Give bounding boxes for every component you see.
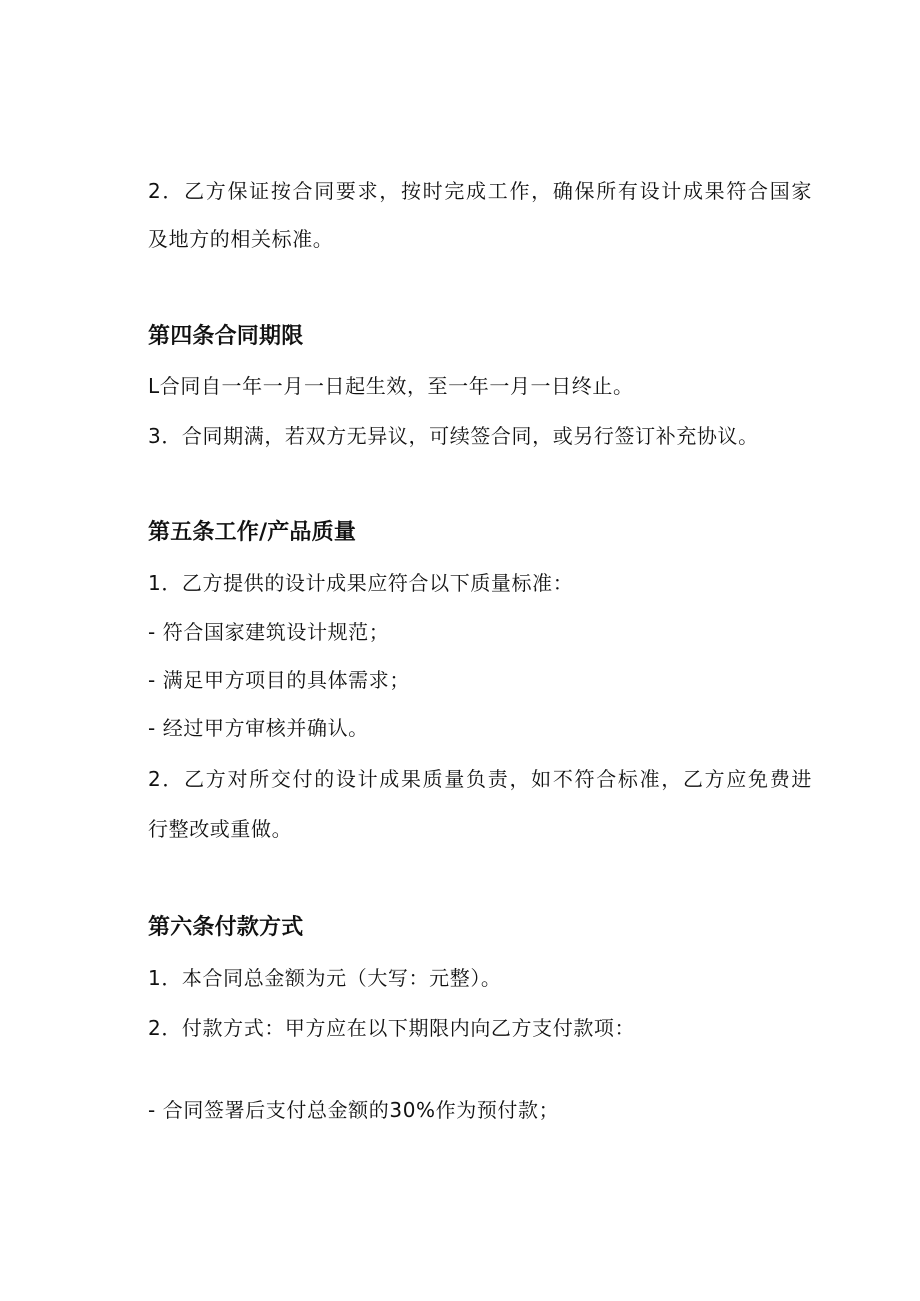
clause3-item2-line1: 2．乙方保证按合同要求，按时完成工作，确保所有设计成果符合国家 — [148, 179, 812, 203]
clause5-bullet2: - 满足甲方项目的具体需求； — [148, 668, 410, 692]
clause5-title: 第五条工作/产品质量 — [148, 520, 357, 545]
clause5-item2-line2: 行整改或重做。 — [148, 817, 293, 841]
clause4-title: 第四条合同期限 — [148, 324, 304, 349]
clause6-item1: 1．本合同总金额为元（大写：元整）。 — [148, 966, 502, 990]
clause5-bullet1: - 符合国家建筑设计规范； — [148, 620, 390, 644]
clause5-item1: 1．乙方提供的设计成果应符合以下质量标准： — [148, 571, 574, 595]
clause5-item2-line1: 2．乙方对所交付的设计成果质量负责，如不符合标准，乙方应免费进 — [148, 767, 812, 791]
clause5-bullet3: - 经过甲方审核并确认。 — [148, 716, 369, 740]
clause6-bullet1: - 合同签署后支付总金额的30%作为预付款； — [148, 1098, 560, 1122]
clause3-item2-line2: 及地方的相关标准。 — [148, 227, 334, 251]
clause4-item3: 3．合同期满，若双方无异议，可续签合同，或另行签订补充协议。 — [148, 424, 759, 448]
clause6-title: 第六条付款方式 — [148, 915, 304, 940]
clause4-item1: L合同自一年一月一日起生效，至一年一月一日终止。 — [148, 374, 634, 398]
clause6-item2: 2．付款方式：甲方应在以下期限内向乙方支付款项： — [148, 1016, 636, 1040]
